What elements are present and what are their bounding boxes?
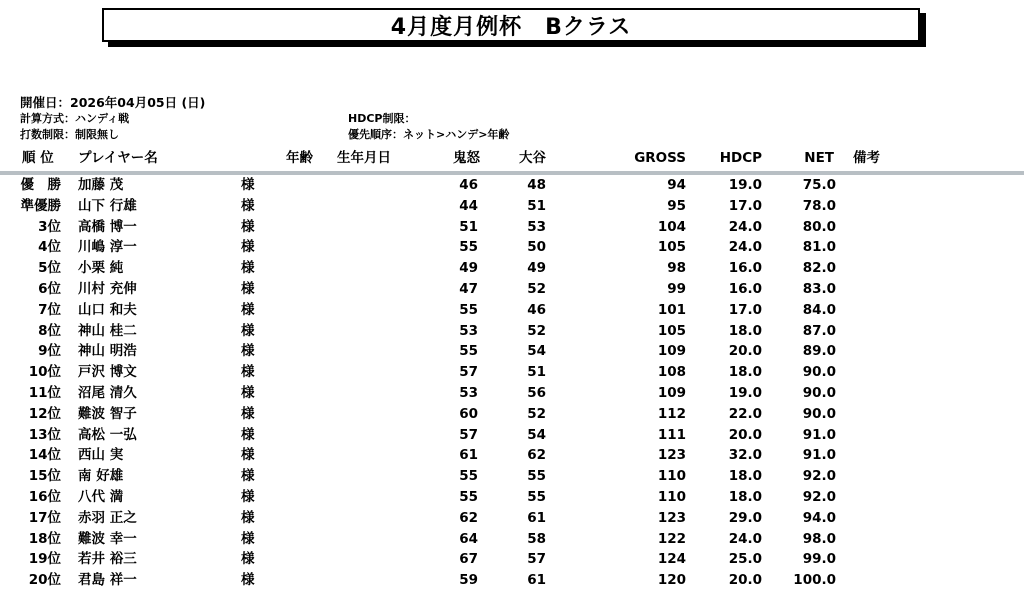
gross-cell: 111 — [657, 426, 686, 443]
gross-cell: 122 — [657, 530, 686, 547]
net-cell: 78.0 — [802, 197, 836, 214]
net-cell: 75.0 — [802, 177, 836, 193]
hdcp-cell: 20.0 — [728, 343, 762, 360]
out-score-cell: 47 — [459, 281, 478, 297]
net-cell: 83.0 — [802, 281, 836, 297]
honorific-cell: 様 — [241, 447, 255, 464]
honorific-cell: 様 — [241, 239, 255, 256]
gross-cell: 109 — [657, 385, 686, 401]
hdcp-cell: 17.0 — [728, 301, 762, 318]
hdcp-cell: 17.0 — [728, 197, 762, 214]
net-cell: 80.0 — [802, 218, 836, 235]
in-score-cell: 62 — [527, 447, 546, 464]
rank-cell: 19位 — [28, 551, 61, 568]
player-name-cell: 山下 行雄 — [78, 197, 137, 214]
player-name-cell: 君島 祥一 — [78, 572, 137, 589]
hdcp-cell: 24.0 — [728, 239, 762, 256]
in-score-cell: 56 — [527, 385, 546, 401]
player-name-cell: 川嶋 淳一 — [78, 239, 137, 256]
net-cell: 91.0 — [802, 426, 836, 443]
table-row — [0, 405, 1024, 426]
table-row — [0, 384, 1024, 405]
hdcp-cell: 19.0 — [728, 385, 762, 401]
gross-cell: 124 — [657, 551, 686, 568]
player-name-cell: 八代 満 — [78, 489, 124, 505]
hdcp-limit-label: HDCP制限： — [348, 112, 416, 125]
header-net: NET — [804, 150, 834, 166]
table-row — [0, 238, 1024, 259]
hdcp-cell: 18.0 — [728, 468, 762, 485]
gross-cell: 104 — [657, 218, 686, 235]
hdcp-cell: 24.0 — [728, 218, 762, 235]
table-row — [0, 426, 1024, 447]
table-row — [0, 301, 1024, 322]
rank-cell: 7位 — [38, 301, 61, 318]
net-cell: 94.0 — [802, 509, 836, 526]
header-in: 大谷 — [519, 150, 546, 166]
title-box — [102, 8, 920, 42]
in-score-cell: 61 — [527, 572, 546, 589]
calc-label: 計算方式： — [20, 112, 75, 125]
gross-cell: 120 — [657, 572, 686, 589]
net-cell: 89.0 — [802, 343, 836, 360]
in-score-cell: 50 — [527, 239, 546, 256]
net-cell: 91.0 — [802, 447, 836, 464]
out-score-cell: 62 — [459, 509, 478, 526]
rank-cell: 12位 — [28, 405, 61, 422]
rank-cell: 14位 — [28, 447, 61, 464]
player-name-cell: 小栗 純 — [78, 260, 124, 277]
in-score-cell: 55 — [527, 468, 546, 485]
out-score-cell: 44 — [459, 197, 478, 214]
in-score-cell: 55 — [527, 489, 546, 505]
net-cell: 90.0 — [802, 405, 836, 422]
hdcp-cell: 25.0 — [728, 551, 762, 568]
rank-cell: 16位 — [28, 489, 61, 505]
rank-cell: 17位 — [28, 509, 61, 526]
table-row — [0, 280, 1024, 301]
honorific-cell: 様 — [241, 426, 255, 443]
table-row — [0, 488, 1024, 509]
stroke-limit-line — [20, 128, 119, 142]
honorific-cell: 様 — [241, 530, 255, 547]
honorific-cell: 様 — [241, 218, 255, 235]
table-row — [0, 176, 1024, 197]
out-score-cell: 55 — [459, 489, 478, 505]
out-score-cell: 55 — [459, 301, 478, 318]
out-score-cell: 55 — [459, 239, 478, 256]
header-age: 年齢 — [286, 150, 313, 166]
rank-cell: 4位 — [38, 239, 61, 256]
hdcp-cell: 29.0 — [728, 509, 762, 526]
hdcp-cell: 22.0 — [728, 405, 762, 422]
honorific-cell: 様 — [241, 197, 255, 214]
hdcp-cell: 18.0 — [728, 364, 762, 381]
gross-cell: 123 — [657, 509, 686, 526]
net-cell: 84.0 — [802, 301, 836, 318]
in-score-cell: 52 — [527, 281, 546, 297]
hdcp-cell: 16.0 — [728, 260, 762, 277]
honorific-cell: 様 — [241, 260, 255, 277]
honorific-cell: 様 — [241, 489, 255, 505]
rank-cell: 5位 — [38, 260, 61, 277]
calc-value: ハンディ戦 — [75, 112, 130, 125]
honorific-cell: 様 — [241, 385, 255, 401]
stroke-limit-label: 打数制限： — [20, 128, 75, 141]
player-name-cell: 難波 智子 — [78, 405, 137, 422]
gross-cell: 101 — [657, 301, 686, 318]
header-divider — [0, 171, 1024, 175]
player-name-cell: 川村 充伸 — [78, 281, 137, 297]
net-cell: 92.0 — [802, 468, 836, 485]
table-row — [0, 509, 1024, 530]
in-score-cell: 52 — [527, 405, 546, 422]
table-row — [0, 446, 1024, 467]
player-name-cell: 沼尾 清久 — [78, 385, 137, 401]
player-name-cell: 戸沢 博文 — [78, 364, 137, 381]
gross-cell: 108 — [657, 364, 686, 381]
hdcp-cell: 32.0 — [728, 447, 762, 464]
gross-cell: 110 — [657, 489, 686, 505]
in-score-cell: 54 — [527, 343, 546, 360]
rank-cell: 8位 — [38, 322, 61, 339]
header-player: プレイヤー名 — [78, 150, 158, 166]
page-title: 4月度月例杯 Bクラス — [390, 14, 632, 40]
rank-cell: 優 勝 — [20, 177, 61, 193]
out-score-cell: 59 — [459, 572, 478, 589]
table-row — [0, 322, 1024, 343]
in-score-cell: 58 — [527, 530, 546, 547]
header-birthdate: 生年月日 — [337, 150, 391, 166]
hdcp-cell: 18.0 — [728, 489, 762, 505]
honorific-cell: 様 — [241, 281, 255, 297]
rank-cell: 15位 — [28, 468, 61, 485]
in-score-cell: 51 — [527, 364, 546, 381]
gross-cell: 99 — [667, 281, 686, 297]
player-name-cell: 高松 一弘 — [78, 426, 137, 443]
header-hdcp: HDCP — [719, 150, 762, 166]
rank-cell: 11位 — [28, 385, 61, 401]
in-score-cell: 51 — [527, 197, 546, 214]
hdcp-cell: 24.0 — [728, 530, 762, 547]
hdcp-cell: 18.0 — [728, 322, 762, 339]
player-name-cell: 神山 明浩 — [78, 343, 137, 360]
net-cell: 87.0 — [802, 322, 836, 339]
table-row — [0, 197, 1024, 218]
honorific-cell: 様 — [241, 364, 255, 381]
honorific-cell: 様 — [241, 322, 255, 339]
net-cell: 90.0 — [802, 385, 836, 401]
header-out: 鬼怒 — [453, 150, 480, 166]
rank-cell: 3位 — [38, 218, 61, 235]
player-name-cell: 山口 和夫 — [78, 301, 137, 318]
gross-cell: 95 — [667, 197, 686, 214]
honorific-cell: 様 — [241, 177, 255, 193]
gross-cell: 98 — [667, 260, 686, 277]
table-row — [0, 218, 1024, 239]
gross-cell: 123 — [657, 447, 686, 464]
player-name-cell: 難波 幸一 — [78, 530, 137, 547]
hdcp-limit-line — [348, 112, 415, 126]
table-row — [0, 342, 1024, 363]
table-row — [0, 363, 1024, 384]
honorific-cell: 様 — [241, 468, 255, 485]
in-score-cell: 54 — [527, 426, 546, 443]
net-cell: 90.0 — [802, 364, 836, 381]
priority-value: ネット>ハンデ>年齢 — [403, 128, 510, 141]
in-score-cell: 57 — [527, 551, 546, 568]
honorific-cell: 様 — [241, 572, 255, 589]
out-score-cell: 67 — [459, 551, 478, 568]
in-score-cell: 53 — [527, 218, 546, 235]
net-cell: 98.0 — [802, 530, 836, 547]
hdcp-cell: 20.0 — [728, 572, 762, 589]
rank-cell: 13位 — [28, 426, 61, 443]
honorific-cell: 様 — [241, 551, 255, 568]
header-remarks: 備考 — [853, 150, 880, 166]
player-name-cell: 赤羽 正之 — [78, 509, 137, 526]
out-score-cell: 64 — [459, 530, 478, 547]
stroke-limit-value: 制限無し — [75, 128, 119, 141]
hdcp-cell: 20.0 — [728, 426, 762, 443]
out-score-cell: 53 — [459, 385, 478, 401]
in-score-cell: 48 — [527, 177, 546, 193]
gross-cell: 110 — [657, 468, 686, 485]
table-row — [0, 259, 1024, 280]
gross-cell: 109 — [657, 343, 686, 360]
honorific-cell: 様 — [241, 343, 255, 360]
date-label: 開催日： — [20, 95, 71, 110]
out-score-cell: 53 — [459, 322, 478, 339]
honorific-cell: 様 — [241, 509, 255, 526]
net-cell: 99.0 — [802, 551, 836, 568]
player-name-cell: 若井 裕三 — [78, 551, 137, 568]
out-score-cell: 55 — [459, 468, 478, 485]
rank-cell: 20位 — [28, 572, 61, 589]
rank-cell: 18位 — [28, 530, 61, 547]
net-cell: 81.0 — [802, 239, 836, 256]
calc-line — [20, 112, 129, 126]
out-score-cell: 55 — [459, 343, 478, 360]
rank-cell: 9位 — [38, 343, 61, 360]
out-score-cell: 61 — [459, 447, 478, 464]
net-cell: 82.0 — [802, 260, 836, 277]
player-name-cell: 高橋 博一 — [78, 218, 137, 235]
net-cell: 100.0 — [793, 572, 836, 589]
honorific-cell: 様 — [241, 301, 255, 318]
rank-cell: 10位 — [28, 364, 61, 381]
date-value: 2026年04月05日 (日) — [70, 95, 206, 110]
date-line — [20, 96, 205, 110]
in-score-cell: 61 — [527, 509, 546, 526]
table-row — [0, 467, 1024, 488]
out-score-cell: 60 — [459, 405, 478, 422]
honorific-cell: 様 — [241, 405, 255, 422]
rank-cell: 準優勝 — [20, 197, 61, 214]
header-rank: 順 位 — [22, 150, 54, 166]
out-score-cell: 57 — [459, 364, 478, 381]
gross-cell: 105 — [657, 322, 686, 339]
hdcp-cell: 16.0 — [728, 281, 762, 297]
gross-cell: 112 — [657, 405, 686, 422]
player-name-cell: 神山 桂二 — [78, 322, 137, 339]
table-row — [0, 550, 1024, 571]
hdcp-cell: 19.0 — [728, 177, 762, 193]
priority-line — [348, 128, 509, 142]
out-score-cell: 46 — [459, 177, 478, 193]
gross-cell: 105 — [657, 239, 686, 256]
out-score-cell: 51 — [459, 218, 478, 235]
net-cell: 92.0 — [802, 489, 836, 505]
player-name-cell: 南 好雄 — [78, 468, 124, 485]
player-name-cell: 加藤 茂 — [78, 177, 124, 193]
gross-cell: 94 — [667, 177, 686, 193]
rank-cell: 6位 — [38, 281, 61, 297]
out-score-cell: 49 — [459, 260, 478, 277]
priority-label: 優先順序： — [348, 128, 403, 141]
table-row — [0, 530, 1024, 551]
out-score-cell: 57 — [459, 426, 478, 443]
header-gross: GROSS — [634, 150, 686, 166]
table-row — [0, 571, 1024, 592]
in-score-cell: 49 — [527, 260, 546, 277]
player-name-cell: 西山 実 — [78, 447, 124, 464]
in-score-cell: 46 — [527, 301, 546, 318]
in-score-cell: 52 — [527, 322, 546, 339]
